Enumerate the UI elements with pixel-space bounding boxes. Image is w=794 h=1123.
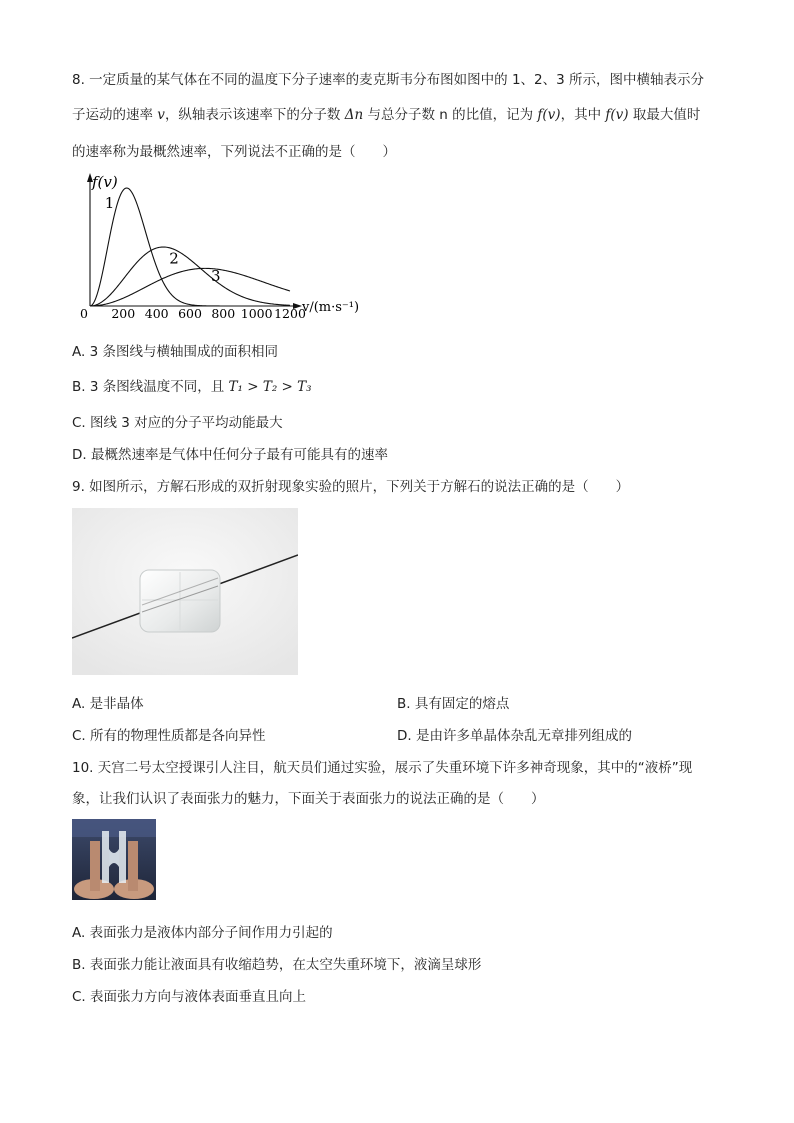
maxwell-distribution-chart (76, 170, 376, 322)
x-tick-label: 200 (111, 306, 136, 321)
curve-2 (90, 247, 290, 306)
q8-stem-line-1: 8. 一定质量的某气体在不同的温度下分子速率的麦克斯韦分布图如图中的 1、2、3 所示，图中横轴表示分 (72, 72, 705, 88)
x-tick-label: 0 (80, 306, 88, 321)
q9-option-d: D. 是由许多单晶体杂乱无章排列组成的 (397, 728, 632, 744)
x-tick-label: 800 (211, 306, 236, 321)
q8-option-d: D. 最概然速率是气体中任何分子最有可能具有的速率 (72, 447, 388, 463)
q10-option-c: C. 表面张力方向与液体表面垂直且向上 (72, 989, 307, 1005)
curve-label-1: 1 (104, 194, 115, 213)
curve-label-3: 3 (211, 267, 221, 286)
x-tick-label: 600 (178, 306, 202, 321)
q9-stem: 9. 如图所示，方解石形成的双折射现象实验的照片，下列关于方解石的说法正确的是（ ） (72, 479, 630, 495)
q10-option-a: A. 表面张力是液体内部分子间作用力引起的 (72, 925, 333, 941)
curve-3 (90, 268, 290, 306)
calcite-photo (72, 508, 298, 675)
curve-label-2: 2 (169, 249, 179, 268)
x-tick-label: 1000 (240, 306, 273, 321)
q8-option-c: C. 图线 3 对应的分子平均动能最大 (72, 415, 283, 431)
q8-stem-line-2: 子运动的速率 v，纵轴表示该速率下的分子数 Δn 与总分子数 n 的比值，记为 f(v)，其中 f(v) 取最大值时 (72, 107, 701, 123)
liquid-bridge-photo (72, 819, 156, 900)
q9-option-b: B. 具有固定的熔点 (397, 696, 510, 712)
x-axis-label: v/(m·s⁻¹) (302, 300, 360, 315)
q10-option-b: B. 表面张力能让液面具有收缩趋势，在太空失重环境下，液滴呈球形 (72, 957, 482, 973)
q10-stem-line-2: 象，让我们认识了表面张力的魅力，下面关于表面张力的说法正确的是（ ） (72, 791, 545, 807)
q8-option-a: A. 3 条图线与横轴围成的面积相同 (72, 344, 278, 360)
q8-option-b: B. 3 条图线温度不同，且 T₁ > T₂ > T₃ (72, 379, 312, 395)
x-tick-label: 400 (144, 306, 169, 321)
q8-stem-line-3: 的速率称为最概然速率，下列说法不正确的是（ ） (72, 144, 396, 160)
q9-option-c: C. 所有的物理性质都是各向异性 (72, 728, 266, 744)
x-tick-label: 1200 (274, 306, 306, 321)
y-axis-label: f(v) (92, 173, 118, 191)
q9-option-a: A. 是非晶体 (72, 696, 144, 712)
q10-stem-line-1: 10. 天宫二号太空授课引人注目，航天员们通过实验，展示了失重环境下许多神奇现象，其中的“液桥”现 (72, 760, 693, 776)
curve-1 (90, 188, 290, 306)
